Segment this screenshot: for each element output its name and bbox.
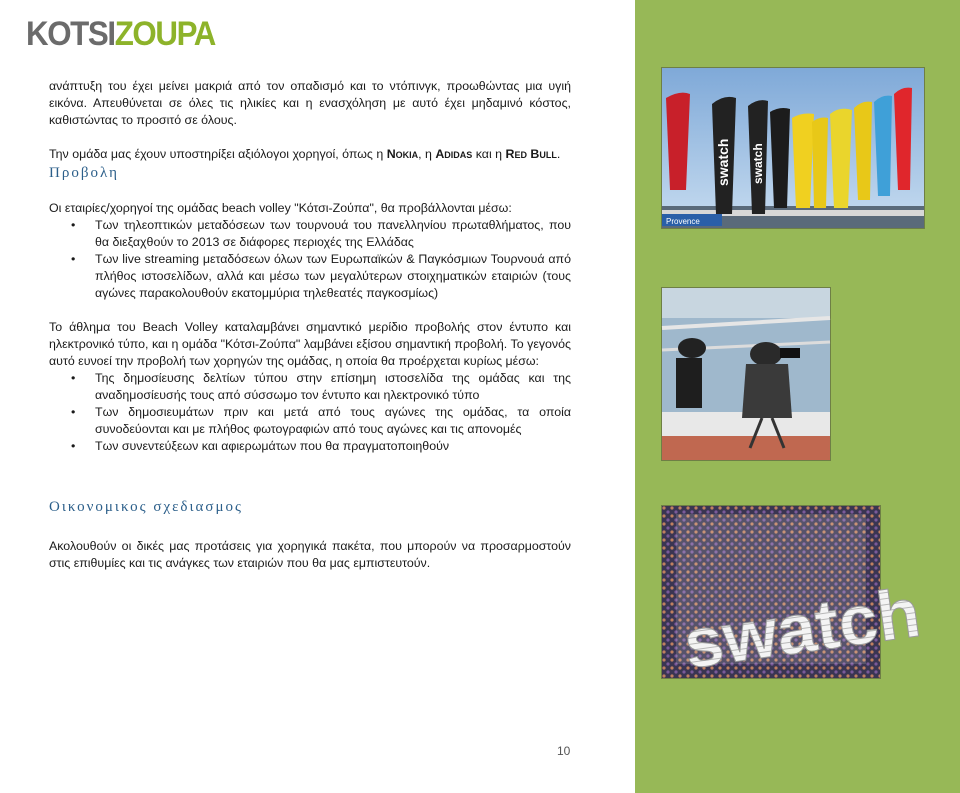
- flag-text-2: swatch: [751, 143, 765, 184]
- section-heading-promotion: Προβολη: [49, 165, 119, 181]
- cameramen-illustration: [662, 288, 830, 460]
- main-content: [49, 78, 571, 572]
- logo-part-2: ZOUPA: [114, 15, 215, 53]
- sponsor-nokia: Nokia: [386, 147, 419, 161]
- photo-swatch-board: [661, 505, 925, 684]
- photo-flags: [661, 67, 925, 229]
- green-sidebar: [635, 0, 960, 793]
- logo-part-1: KOTSI: [26, 15, 115, 53]
- board-text: swatch: [679, 572, 925, 684]
- promotion-list: [49, 217, 571, 302]
- sponsors-sep-1: , η: [418, 147, 436, 161]
- promotion-intro: Οι εταιρίες/χορηγοί της ομάδας beach volley "Κότσι-Ζούπα", θα προβάλλονται μέσω:: [49, 201, 512, 215]
- list-item: • Της δημοσίευσης δελτίων τύπου στην επίσημη ιστοσελίδα της ομάδας και της αναδημοσίευσής τους από σύσσωμο τον έντυπο και ηλεκτρονικό τύπο: [49, 370, 571, 404]
- list-item: • Των live streaming μεταδόσεων όλων των Ευρωπαϊκών & Παγκόσμιων Τουρνουά από πλήθος ιστοσελίδων, αλλά και μέσω των μεγαλύτερων στοιχηματικών εταιριών (τους αγώνες παρακολουθούν εκατομμύρια τηλεθεατές παγκοσμίως): [49, 251, 571, 302]
- sponsors-end: .: [556, 147, 561, 161]
- list-item: • Των συνεντεύξεων και αφιερωμάτων που θα πραγματοποιηθούν: [49, 438, 571, 455]
- section-heading-financial: Οικονομικος σχεδιασμος: [49, 499, 243, 515]
- list-item: • Των δημοσιευμάτων πριν και μετά από τους αγώνες της ομάδας, τα οποία συνοδεύονται και με πλήθος φωτογραφιών από τους αγώνες και τις απονομές: [49, 404, 571, 438]
- logo: [26, 14, 215, 54]
- promotion-paragraph: Το άθλημα του Beach Volley καταλαμβάνει σημαντικό μερίδιο προβολής στον έντυπο και ηλεκτρονικό τύπο, και η ομάδα "Κότσι-Ζούπα" λαμβάνει εξίσου σημαντική προβολή. Το γεγονός αυτό ευνοεί την προβολή των χορηγών της ομάδας, η οποία θα προέρχεται κυρίως μέσω:: [49, 320, 571, 368]
- sponsors-text: Την ομάδα μας έχουν υποστηρίξει αξιόλογοι χορηγοί, όπως η: [49, 147, 387, 161]
- sponsors-paragraph: [49, 146, 571, 163]
- press-list: [49, 370, 571, 455]
- sponsors-sep-2: και η: [472, 147, 506, 161]
- swatch-board-illustration: [662, 506, 925, 684]
- sponsor-redbull: Red Bull: [505, 147, 557, 161]
- list-item: • Των τηλεοπτικών μεταδόσεων των τουρνουά του πανελληνίου πρωταθλήματος, που θα διεξαχθούν το 2013 σε διάφορες περιοχές της Ελλάδας: [49, 217, 571, 251]
- banner-text: Provence: [666, 217, 700, 226]
- photo-cameramen: [661, 287, 831, 461]
- sponsor-adidas: Adidas: [435, 147, 473, 161]
- flag-text-1: swatch: [715, 138, 731, 186]
- flags-illustration: [662, 68, 924, 228]
- page-number: 10: [557, 744, 571, 758]
- intro-paragraph: ανάπτυξη του έχει μείνει μακριά από τον οπαδισμό και το ντόπινγκ, προωθώντας μια υγιή εικόνα. Απευθύνεται σε όλες τις ηλικίες και η ενασχόληση με αυτό έχει μηδαμινό κόστος, καθιστώντας το προσιτό σε όλους.: [49, 79, 571, 127]
- financial-paragraph: Ακολουθούν οι δικές μας προτάσεις για χορηγικά πακέτα, που μπορούν να προσαρμοστούν στις επιθυμίες και τις ανάγκες των εταιριών που θα μας εμπιστευτούν.: [49, 539, 571, 570]
